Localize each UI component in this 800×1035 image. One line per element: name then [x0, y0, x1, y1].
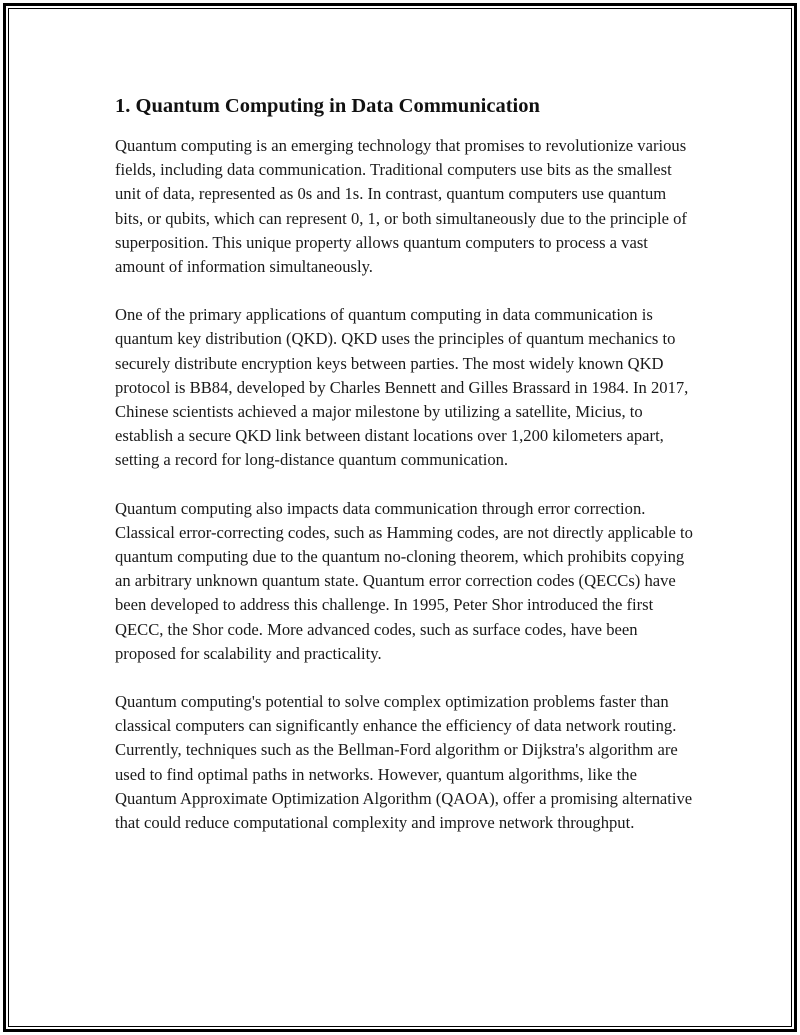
paragraph-network-routing: Quantum computing's potential to solve complex optimization problems faster than classical computers can significantly enhance the efficiency of data network routing. Currently, techniques such as the Bellman-Ford algorithm or Dijkstra's algorithm are used to find optimal paths in networks. However, quantum algorithms, like the Quantum Approximate Optimization Algorithm (QAOA), offer a promising alternative that could reduce computational complexity and improve network throughput.: [115, 692, 693, 833]
document-body: [115, 92, 695, 859]
paragraph-error-correction: Quantum computing also impacts data communication through error correction. Classical error-correcting codes, such as Hamming codes, are not directly applicable to quantum computing due to the quantum no-cloning theorem, which prohibits copying an arbitrary unknown quantum state. Quantum error correction codes (QECCs) have been developed to address this challenge. In 1995, Peter Shor introduced the first QECC, the Shor code. More advanced codes, such as surface codes, have been proposed for scalability and practicality.: [115, 498, 693, 663]
paragraph-qubits: Quantum computing is an emerging technology that promises to revolutionize various fields, including data communication. Traditional computers use bits as the smallest unit of data, represented as 0s and 1s. In contrast, quantum computers use quantum bits, or qubits, which can represent 0, 1, or both simultaneously due to the principle of superposition. This unique property allows quantum computers to process a vast amount of information simultaneously.: [115, 136, 687, 277]
paragraph-qkd: One of the primary applications of quantum computing in data communication is quantum key distribution (QKD). QKD uses the principles of quantum mechanics to securely distribute encryption keys between parties. The most widely known QKD protocol is BB84, developed by Charles Bennett and Gilles Brassard in 1984. In 2017, Chinese scientists achieved a major milestone by utilizing a satellite, Micius, to establish a secure QKD link between distant locations over 1,200 kilometers apart, setting a record for long-distance quantum communication.: [115, 305, 689, 470]
section-title: 1. Quantum Computing in Data Communication: [115, 95, 540, 117]
